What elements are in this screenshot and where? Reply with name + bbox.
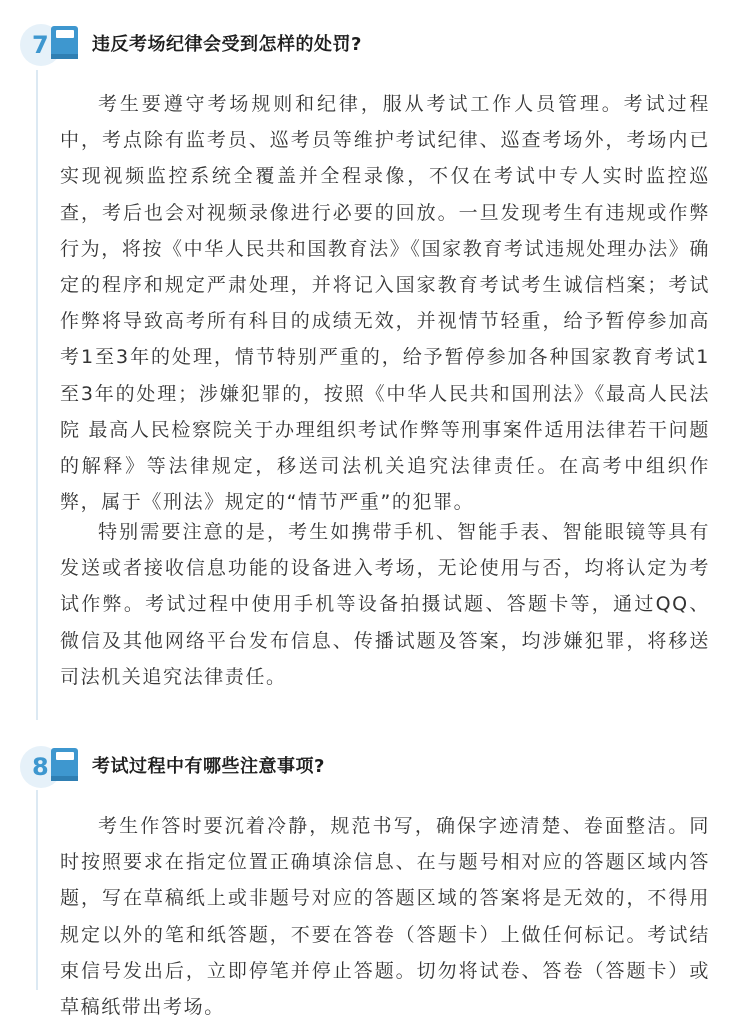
section-title: 考试过程中有哪些注意事项? [92,756,325,777]
section-number: 7 [20,24,62,66]
book-icon [48,746,82,784]
paragraph: 考生要遵守考场规则和纪律，服从考试工作人员管理。考试过程中，考点除有监考员、巡考员等维护考试纪律、巡查考场外，考场内已实现视频监控系统全覆盖并全程录像，不仅在考试中专人实时监控巡查，考后也会对视频录像进行必要的回放。一旦发现考生有违规或作弊行为，将按《中华人民共和国教育法》《国家教育考试违规处理办法》确定的程序和规定严肃处理，并将记入国家教育考试考生诚信档案；考试作弊将导致高考所有科目的成绩无效，并视情节轻重，给予暂停参加高考1至3年的处理，情节特别严重的，给予暂停参加各种国家教育考试1至3年的处理；涉嫌犯罪的，按照《中华人民共和国刑法》《最高人民法院 最高人民检察院关于办理组织考试作弊等刑事案件适用法律若干问题的解释》等法律规定，移送司法机关追究法律责任。在高考中组织作弊，属于《刑法》规定的“情节严重”的犯罪。 [60,93,710,514]
section-7-header [14,16,734,76]
paragraph: 特别需要注意的是，考生如携带手机、智能手表、智能眼镜等具有发送或者接收信息功能的设备进入考场，无论使用与否，均将认定为考试作弊。考试过程中使用手机等设备拍摄试题、答题卡等，通过QQ、微信及其他网络平台发布信息、传播试题及答案，均涉嫌犯罪，将移送司法机关追究法律责任。 [60,521,710,688]
section-number: 8 [20,746,62,788]
timeline-line [36,70,38,720]
section-title: 违反考场纪律会受到怎样的处罚? [92,34,362,55]
section-8-header [14,738,734,798]
book-icon [48,24,82,62]
timeline-line [36,790,38,990]
paragraph: 考生作答时要沉着冷静，规范书写，确保字迹清楚、卷面整洁。同时按照要求在指定位置正确填涂信息、在与题号相对应的答题区域内答题，写在草稿纸上或非题号对应的答题区域的答案将是无效的，不得用规定以外的笔和纸答题，不要在答卷（答题卡）上做任何标记。考试结束信号发出后，立即停笔并停止答题。切勿将试卷、答卷（答题卡）或草稿纸带出考场。 [60,815,710,1019]
